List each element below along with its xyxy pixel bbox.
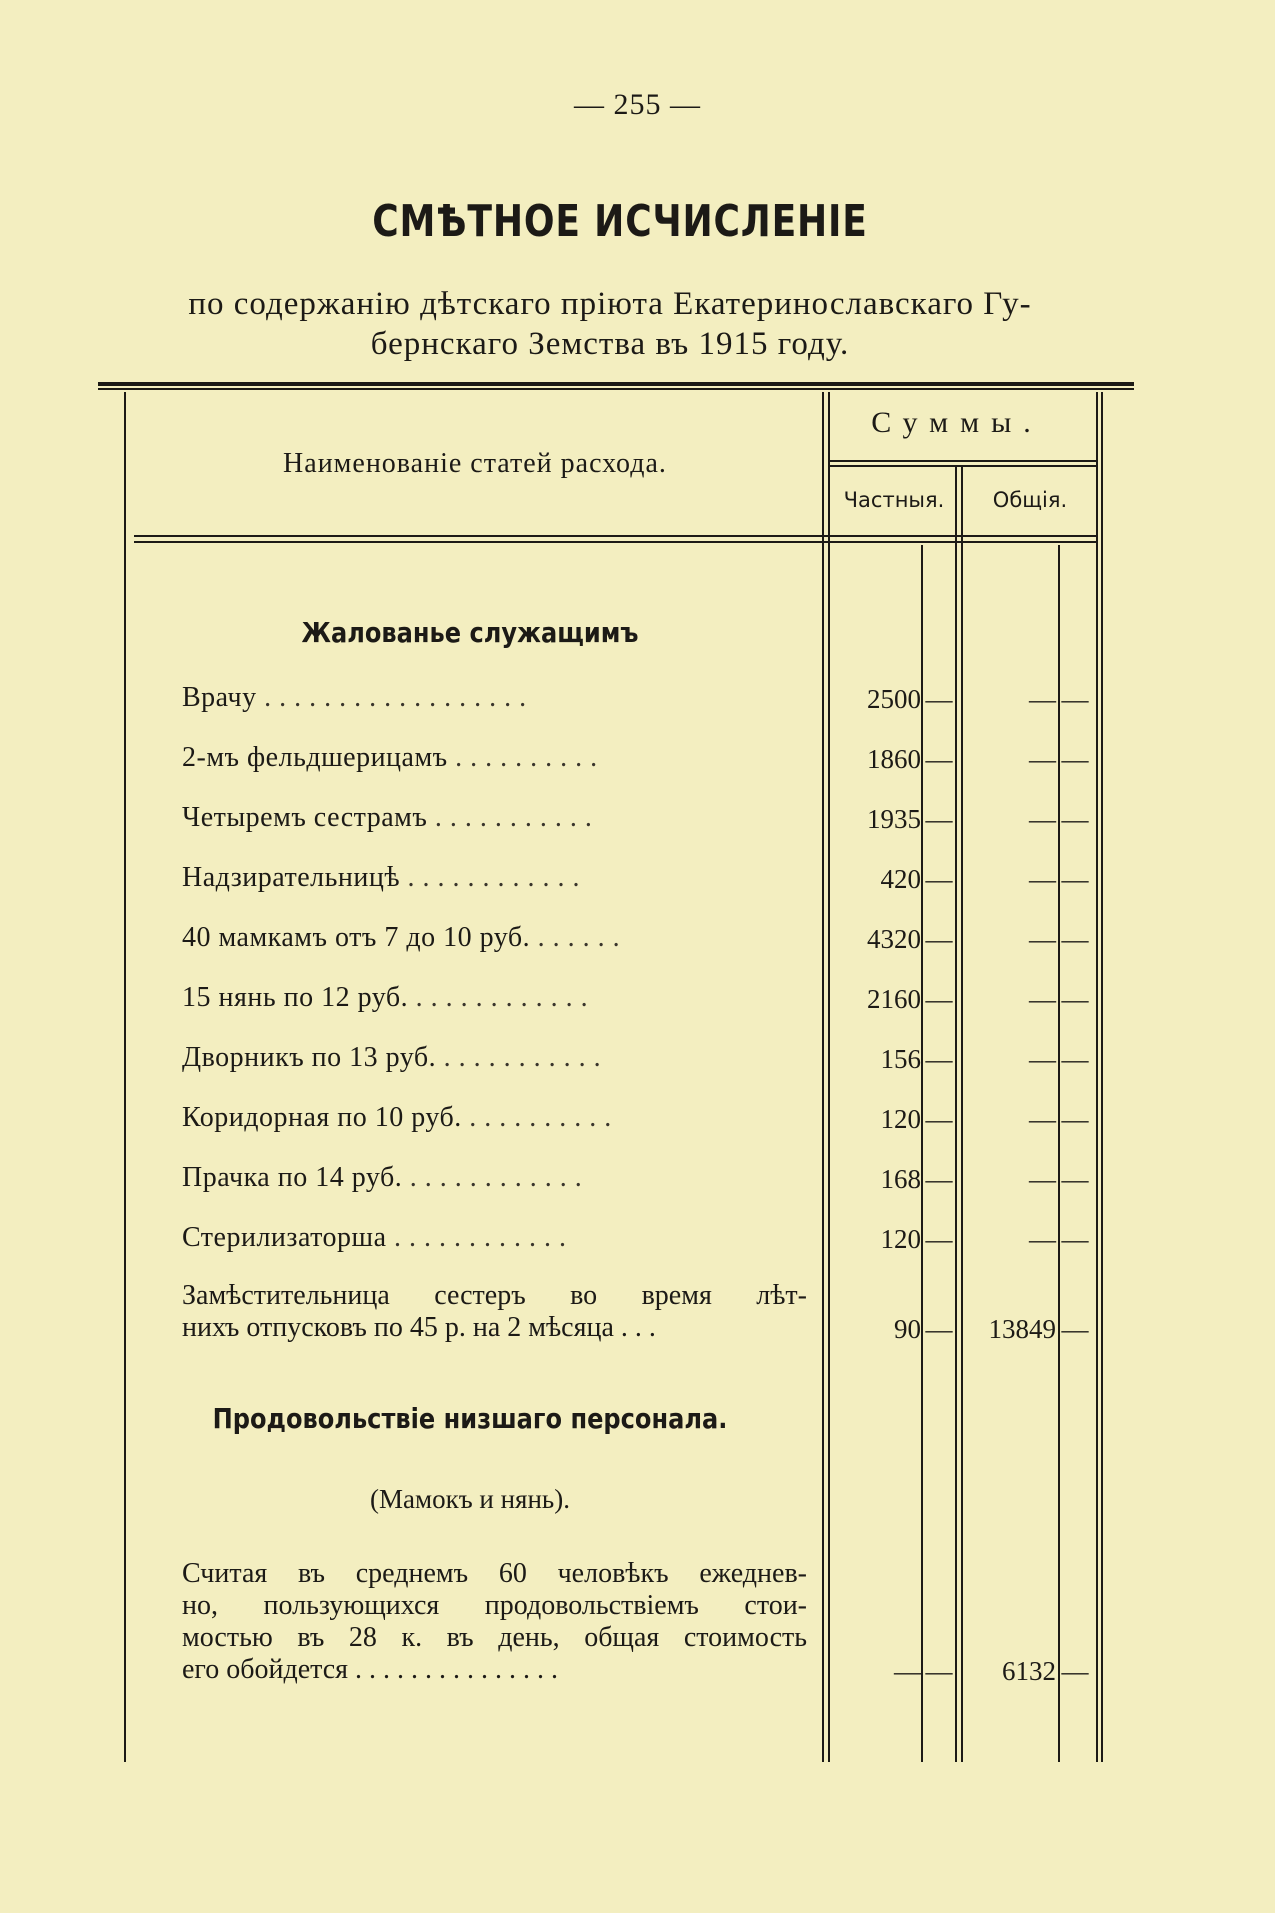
column-header-sums: Суммы.	[871, 406, 1043, 439]
header-bottom-rule	[134, 535, 1098, 537]
table-top-rule-2	[98, 388, 1134, 390]
amount-private-fraction: —	[925, 924, 953, 954]
divider-c3-c4	[1058, 545, 1060, 1762]
amount-total-fraction: —	[1061, 864, 1089, 894]
row-label: Врачу	[182, 682, 257, 713]
row-label: 2-мъ фельдшерицамъ	[182, 742, 448, 773]
amount-total: —	[1029, 1224, 1056, 1254]
leader-dots: . . . . . .	[530, 922, 621, 953]
leader-dots: . . . . . . . . . . . .	[402, 1162, 583, 1193]
page-subtitle	[120, 284, 1100, 364]
amount-total: —	[1029, 1044, 1056, 1074]
amount-private: 1935	[867, 804, 921, 834]
leader-dots: . . . . . . . . . . . .	[386, 1222, 567, 1253]
amount-total-fraction: —	[1061, 924, 1089, 954]
column-header-private: Частныя.	[843, 488, 945, 512]
table-top-rule	[98, 382, 1134, 386]
row-label: Стерилизаторша	[182, 1222, 387, 1253]
divider-private-total	[955, 465, 957, 1762]
amount-private-fraction: —	[925, 1314, 953, 1344]
amount-private-fraction: —	[925, 864, 953, 894]
section-title-food: Продовольствіе низшаго персонала.	[212, 1402, 728, 1435]
sums-subheader-rule	[828, 460, 1098, 462]
amount-total-fraction: —	[1061, 1044, 1089, 1074]
page-number: — 255 —	[574, 88, 701, 121]
amount-total: —	[1029, 744, 1056, 774]
amount-private: 2500	[867, 684, 921, 714]
leader-dots: . . . . . . . . . .	[447, 742, 598, 773]
leader-dots: . . . . . . . . . . . .	[400, 862, 581, 893]
row-label: Дворникъ по 13 руб.	[182, 1042, 437, 1073]
table-right-border-2	[1101, 392, 1103, 1762]
amount-private: 1860	[867, 744, 921, 774]
amount-private: 90	[894, 1314, 921, 1344]
table-right-border	[1096, 392, 1098, 1762]
amount-private-fraction: —	[925, 684, 953, 714]
amount-private: 120	[880, 1104, 921, 1134]
amount-total-fraction: —	[1061, 744, 1089, 774]
amount-private: 4320	[867, 924, 921, 954]
row-label: Коридорная по 10 руб.	[182, 1102, 462, 1133]
amount-total-fraction: —	[1061, 804, 1089, 834]
row-label-line: нихъ отпусковъ по 45 р. на 2 мѣсяца . . .	[182, 1312, 656, 1343]
amount-total: —	[1029, 984, 1056, 1014]
amount-total-fraction: —	[1061, 1314, 1089, 1344]
row-label: 15 нянь по 12 руб.	[182, 982, 409, 1013]
amount-private: —	[894, 1656, 921, 1686]
amount-private: 420	[880, 864, 921, 894]
column-header-total: Общія.	[992, 488, 1068, 512]
table-left-border	[124, 392, 126, 1762]
section-note-food: (Мамокъ и нянь).	[370, 1484, 570, 1514]
section-title-salaries: Жалованье служащимъ	[301, 616, 639, 649]
divider-name-sums	[822, 392, 824, 1762]
amount-private: 168	[880, 1164, 921, 1194]
leader-dots: . . . . . . . . . . .	[436, 1042, 602, 1073]
amount-total: —	[1029, 924, 1056, 954]
amount-private-fraction: —	[925, 744, 953, 774]
amount-total-fraction: —	[1061, 1224, 1089, 1254]
amount-total: 13849	[988, 1314, 1056, 1344]
amount-private-fraction: —	[925, 1044, 953, 1074]
amount-total-fraction: —	[1061, 1104, 1089, 1134]
amount-private: 120	[880, 1224, 921, 1254]
amount-private-fraction: —	[925, 804, 953, 834]
leader-dots: . . . . . . . . . .	[461, 1102, 612, 1133]
sums-subheader-rule-2	[828, 465, 1098, 467]
column-header-name: Наименованіе статей расхода.	[283, 448, 667, 479]
amount-private-fraction: —	[925, 1656, 953, 1686]
amount-total-fraction: —	[1061, 1656, 1089, 1686]
amount-total-fraction: —	[1061, 684, 1089, 714]
leader-dots: . . . . . . . . . . . .	[408, 982, 589, 1013]
divider-c1-c2	[921, 545, 923, 1762]
page-title: СМѢТНОЕ ИСЧИСЛЕНІЕ	[372, 196, 868, 247]
row-label-multiline	[182, 1280, 807, 1344]
row-label: 40 мамкамъ отъ 7 до 10 руб.	[182, 922, 531, 953]
row-label-line: его обойдется . . . . . . . . . . . . . . .	[182, 1654, 559, 1685]
subtitle-line-2: бернскаго Земства въ 1915 году.	[370, 326, 850, 362]
subtitle-line-1: по содержанію дѣтскаго пріюта Екатеринославскаго Гу-	[188, 286, 1032, 322]
row-label: Прачка по 14 руб.	[182, 1162, 403, 1193]
row-label: Четыремъ сестрамъ	[182, 802, 428, 833]
divider-name-sums-2	[828, 392, 830, 1762]
row-label-line: Считая въ среднемъ 60 человѣкъ ежеднев-	[182, 1558, 807, 1589]
amount-private-fraction: —	[925, 1224, 953, 1254]
amount-private: 2160	[867, 984, 921, 1014]
leader-dots: . . . . . . . . . . . . . . . . . .	[256, 682, 527, 713]
amount-total-fraction: —	[1061, 1164, 1089, 1194]
amount-total: —	[1029, 1164, 1056, 1194]
row-label-multiline	[182, 1558, 807, 1686]
row-label-line: но, пользующихся продовольствіемъ стои-	[182, 1590, 807, 1621]
header-bottom-rule-2	[134, 541, 1098, 543]
amount-total: —	[1029, 864, 1056, 894]
leader-dots: . . . . . . . . . . .	[427, 802, 593, 833]
row-label-line: Замѣстительница сестеръ во время лѣт-	[182, 1280, 807, 1311]
amount-total: —	[1029, 1104, 1056, 1134]
row-label: Надзирательницѣ	[182, 862, 401, 893]
amount-private-fraction: —	[925, 984, 953, 1014]
amount-private-fraction: —	[925, 1104, 953, 1134]
amount-total: —	[1029, 684, 1056, 714]
amount-total: 6132	[1002, 1656, 1056, 1686]
amount-private-fraction: —	[925, 1164, 953, 1194]
row-label-line: мостью въ 28 к. въ день, общая стоимость	[182, 1622, 807, 1653]
amount-total-fraction: —	[1061, 984, 1089, 1014]
amount-total: —	[1029, 804, 1056, 834]
amount-private: 156	[880, 1044, 921, 1074]
